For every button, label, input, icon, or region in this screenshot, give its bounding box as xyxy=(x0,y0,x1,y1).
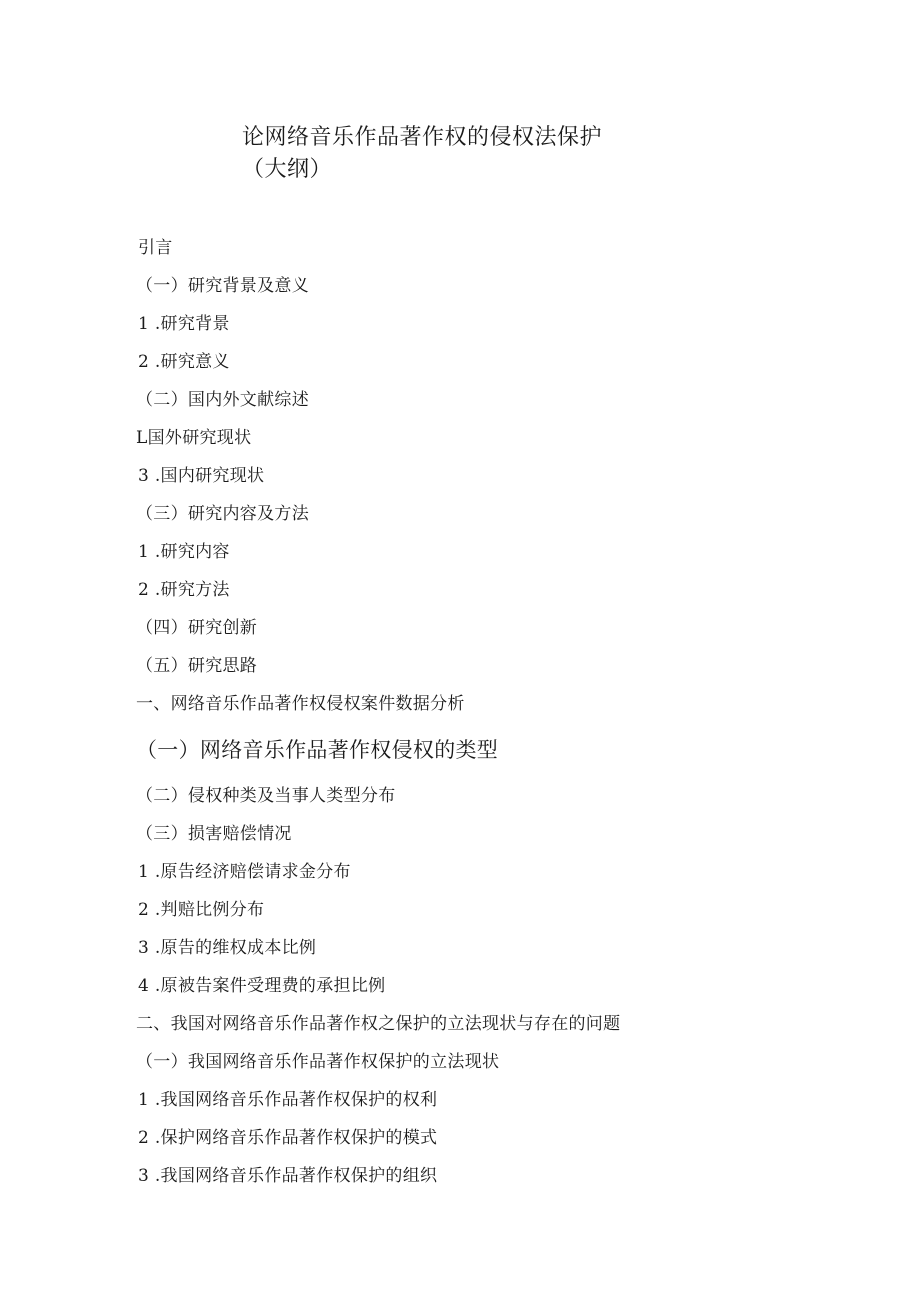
outline-item: 1 .研究内容 xyxy=(138,542,230,562)
outline-item: 二、我国对网络音乐作品著作权之保护的立法现状与存在的问题 xyxy=(136,1014,621,1034)
outline-item: （五）研究思路 xyxy=(136,656,258,676)
outline-item: （一）我国网络音乐作品著作权保护的立法现状 xyxy=(136,1052,500,1072)
outline-item: L国外研究现状 xyxy=(136,428,252,448)
outline-item: 4 .原被告案件受理费的承担比例 xyxy=(138,976,386,996)
outline-item: （二）侵权种类及当事人类型分布 xyxy=(136,786,396,806)
outline-item: 2 .研究意义 xyxy=(138,352,230,372)
outline-item: 3 .我国网络音乐作品著作权保护的组织 xyxy=(138,1166,438,1186)
outline-item: 2 .判赔比例分布 xyxy=(138,900,265,920)
outline-item: 引言 xyxy=(138,238,173,258)
outline-item: 1 .原告经济赔偿请求金分布 xyxy=(138,862,351,882)
outline-item: 2 .保护网络音乐作品著作权保护的模式 xyxy=(138,1128,438,1148)
outline-item: 1 .研究背景 xyxy=(138,314,230,334)
outline-item: （一）网络音乐作品著作权侵权的类型 xyxy=(136,738,499,762)
outline-item: 3 .国内研究现状 xyxy=(138,466,265,486)
outline-item: （一）研究背景及意义 xyxy=(136,276,309,296)
document-title: 论网络音乐作品著作权的侵权法保护（大纲） xyxy=(242,125,603,182)
outline-item: （三）研究内容及方法 xyxy=(136,504,309,524)
outline-item: 2 .研究方法 xyxy=(138,580,230,600)
outline-item: （四）研究创新 xyxy=(136,618,258,638)
outline-item: （三）损害赔偿情况 xyxy=(136,824,292,844)
outline-item: 3 .原告的维权成本比例 xyxy=(138,938,317,958)
outline-item: 1 .我国网络音乐作品著作权保护的权利 xyxy=(138,1090,438,1110)
outline-item: 一、网络音乐作品著作权侵权案件数据分析 xyxy=(136,694,465,714)
outline-item: （二）国内外文献综述 xyxy=(136,390,309,410)
